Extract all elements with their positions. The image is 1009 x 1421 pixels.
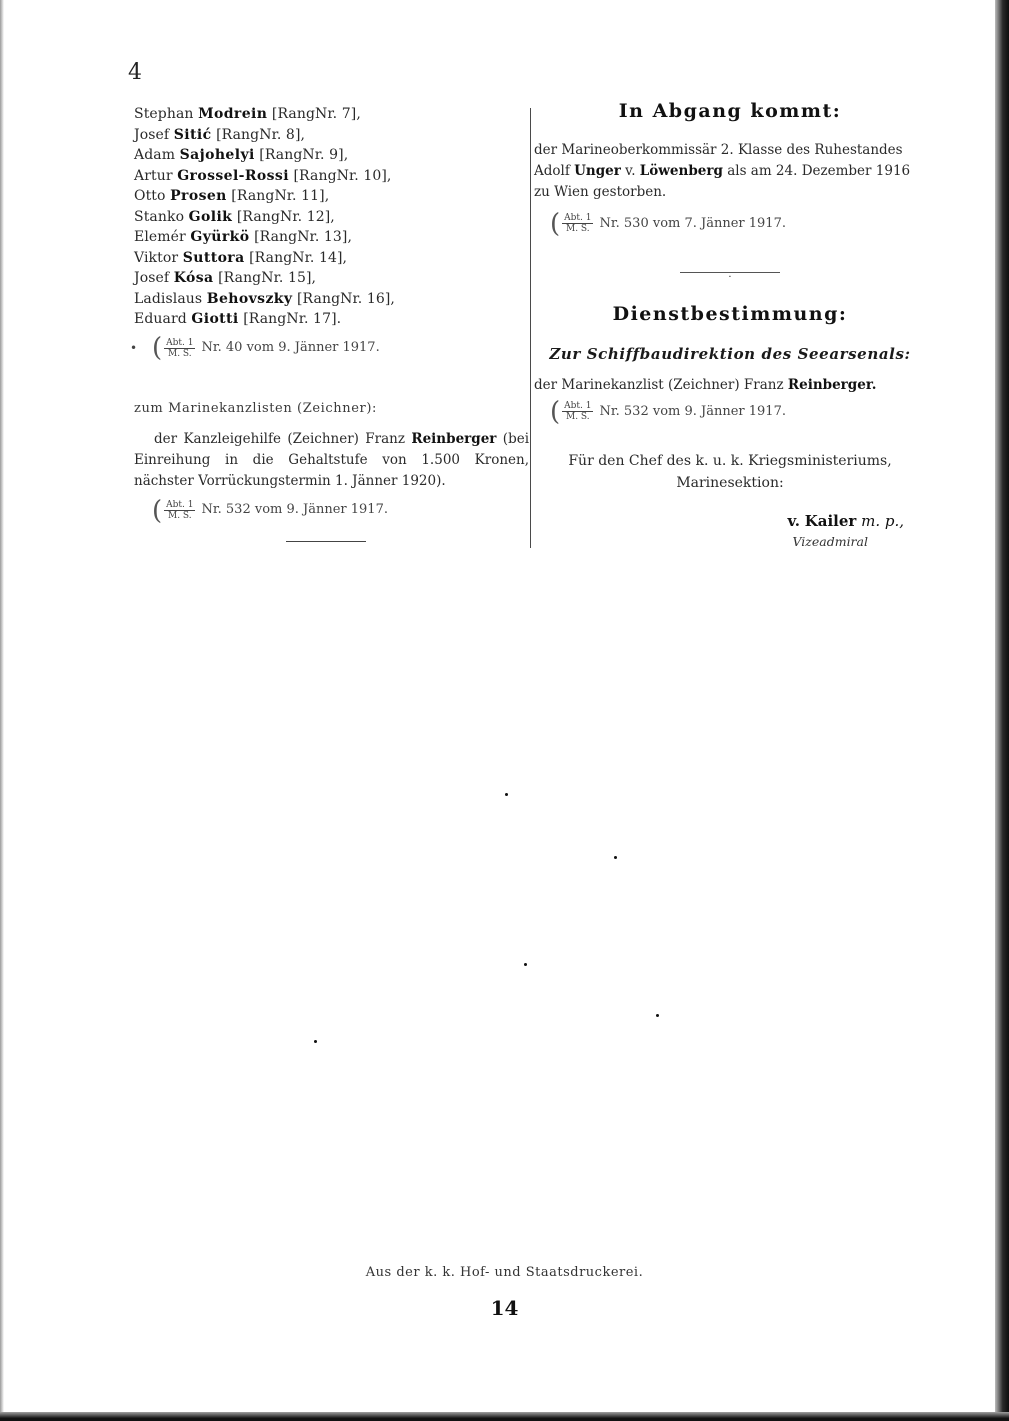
- name-rank: [RangNr. 12],: [236, 208, 335, 225]
- column-divider: [530, 108, 531, 548]
- page-number-bottom: 14: [490, 1296, 519, 1320]
- reference-note-left-2: [152, 495, 529, 526]
- ref-fraction-num: Abt. 1: [564, 401, 592, 411]
- para-line-2-name1: Unger: [574, 163, 621, 179]
- list-item: [134, 309, 529, 330]
- list-item: [134, 186, 529, 207]
- ref-text: Nr. 532 vom 9. Jänner 1917.: [201, 502, 388, 518]
- heading-dienstbestimmung: Dienstbestimmung:: [612, 303, 848, 325]
- signature: [534, 512, 926, 530]
- scan-edge-bottom: [0, 1412, 1009, 1421]
- para-intro: der Kanzleigehilfe (Zeichner) Franz: [154, 431, 405, 447]
- name-first: Artur: [134, 167, 173, 184]
- name-first: Adam: [134, 147, 176, 163]
- paren-open: (: [152, 333, 163, 363]
- right-column: [534, 100, 926, 549]
- subheading-schiffbaudirektion: Zur Schiffbaudirektion des Seearsenals:: [549, 345, 911, 363]
- paren-open: (: [550, 396, 561, 427]
- para-rest: (bei Einreihung in die Gehaltstufe von 1.500 Kronen, nächster Vorrückungstermin 1. Jänner 1920).: [134, 431, 530, 489]
- ref-fraction: [164, 500, 195, 521]
- ref-fraction-den: M. S.: [167, 511, 192, 521]
- scan-speck: [505, 793, 508, 796]
- rule-dot-mark: ·: [728, 272, 732, 283]
- scan-edge-left: [0, 0, 4, 1421]
- ref-fraction: [164, 338, 195, 359]
- section-heading-marinekanzlisten: zum Marinekanzlisten (Zeichner):: [134, 400, 377, 416]
- name-last: Gyürkö: [190, 229, 250, 245]
- signoff-line-1: Für den Chef des k. u. k. Kriegsministeriums,: [568, 453, 892, 469]
- reference-note-right-1: [550, 208, 926, 239]
- scan-speck: [656, 1014, 659, 1017]
- name-rank: [RangNr. 9],: [259, 147, 349, 163]
- para-line-2: [534, 161, 926, 182]
- name-last: Giotti: [191, 311, 239, 327]
- appt-name: Reinberger.: [787, 377, 877, 393]
- para-name: Reinberger: [411, 431, 497, 447]
- bullet-mark: •: [130, 340, 138, 355]
- appt-intro: der Marinekanzlist (Zeichner) Franz: [534, 377, 784, 393]
- paragraph-reinberger-promotion: [134, 429, 529, 492]
- signature-suffix: m. p.,: [861, 512, 904, 530]
- name-last: Suttora: [182, 249, 245, 266]
- promotion-name-list: [134, 104, 529, 330]
- heading-in-abgang: In Abgang kommt:: [618, 100, 842, 122]
- name-rank: [RangNr. 15],: [218, 270, 317, 286]
- name-last: Behovszky: [206, 290, 293, 307]
- name-first: Josef: [134, 126, 170, 143]
- name-first: Elemér: [134, 229, 186, 245]
- signoff-line-2: Marinesektion:: [676, 475, 784, 491]
- left-column: [130, 104, 530, 542]
- name-rank: [RangNr. 11],: [231, 188, 330, 204]
- list-item: [134, 248, 529, 269]
- printer-imprint: Aus der k. k. Hof- und Staatsdruckerei.: [365, 1265, 644, 1280]
- name-rank: [RangNr. 7],: [271, 106, 361, 122]
- name-last: Grossel-Rossi: [177, 167, 289, 184]
- ref-fraction: [562, 213, 593, 234]
- name-last: Kósa: [173, 270, 214, 286]
- paren-open: (: [550, 208, 561, 239]
- name-rank: [RangNr. 8],: [216, 126, 306, 143]
- page-number-top: 4: [128, 60, 142, 85]
- paren-open: (: [152, 495, 163, 526]
- name-rank: [RangNr. 13],: [254, 229, 353, 245]
- ref-fraction-den: M. S.: [565, 224, 590, 234]
- name-last: Golik: [188, 208, 233, 225]
- para-line-2-mid: v.: [625, 163, 636, 179]
- signature-name: Kailer: [804, 512, 857, 530]
- name-first: Ladislaus: [134, 290, 203, 307]
- name-rank: [RangNr. 16],: [297, 290, 395, 307]
- name-rank: [RangNr. 14],: [249, 249, 348, 266]
- scan-edge-right: [995, 0, 1009, 1421]
- signature-prefix: v.: [787, 512, 800, 530]
- name-first: Josef: [134, 270, 170, 286]
- para-line-2-name2: Löwenberg: [639, 163, 723, 179]
- ref-fraction-num: Abt. 1: [166, 500, 194, 510]
- ref-text: Nr. 530 vom 7. Jänner 1917.: [599, 216, 786, 231]
- name-first: Stephan: [134, 106, 194, 122]
- para-line-2-first: Adolf: [534, 163, 570, 179]
- para-line-3: zu Wien gestorben.: [534, 184, 667, 200]
- paragraph-unger-deceased: [534, 140, 926, 203]
- section-rule-left: [286, 541, 366, 542]
- name-rank: [RangNr. 10],: [293, 167, 392, 184]
- ref-fraction-den: M. S.: [565, 412, 590, 422]
- ref-text: Nr. 40 vom 9. Jänner 1917.: [201, 339, 380, 355]
- para-line-2-rest: als am 24. Dezember 1916: [727, 163, 911, 179]
- list-item: [134, 166, 529, 187]
- reference-note-left-1: [130, 333, 529, 363]
- name-first: Viktor: [134, 249, 179, 266]
- name-first: Eduard: [134, 311, 187, 327]
- list-item: [134, 268, 529, 289]
- appointment-line: [534, 377, 926, 393]
- list-item: [134, 145, 529, 166]
- name-last: Sitić: [173, 126, 212, 143]
- list-item: [134, 125, 529, 146]
- list-item: [134, 104, 529, 125]
- para-line-1: der Marineoberkommissär 2. Klasse des Ruhestandes: [534, 142, 903, 158]
- signature-title: Vizeadmiral: [792, 534, 868, 549]
- ref-fraction-num: Abt. 1: [564, 213, 592, 223]
- name-last: Modrein: [198, 106, 268, 122]
- name-last: Sajohelyi: [179, 147, 255, 163]
- ref-text: Nr. 532 vom 9. Jänner 1917.: [599, 404, 786, 419]
- name-first: Otto: [134, 188, 166, 204]
- ref-fraction-num: Abt. 1: [166, 337, 194, 348]
- scan-speck: [314, 1040, 317, 1043]
- name-last: Prosen: [170, 188, 227, 204]
- list-item: [134, 207, 529, 228]
- name-first: Stanko: [134, 208, 185, 225]
- scan-speck: [524, 963, 527, 966]
- list-item: [134, 227, 529, 248]
- list-item: [134, 289, 529, 310]
- name-rank: [RangNr. 17].: [243, 311, 342, 327]
- reference-note-right-2: [550, 396, 926, 427]
- ref-fraction-den: M. S.: [167, 348, 192, 359]
- scan-speck: [614, 856, 617, 859]
- ref-fraction: [562, 401, 593, 422]
- signoff-block: [534, 450, 926, 494]
